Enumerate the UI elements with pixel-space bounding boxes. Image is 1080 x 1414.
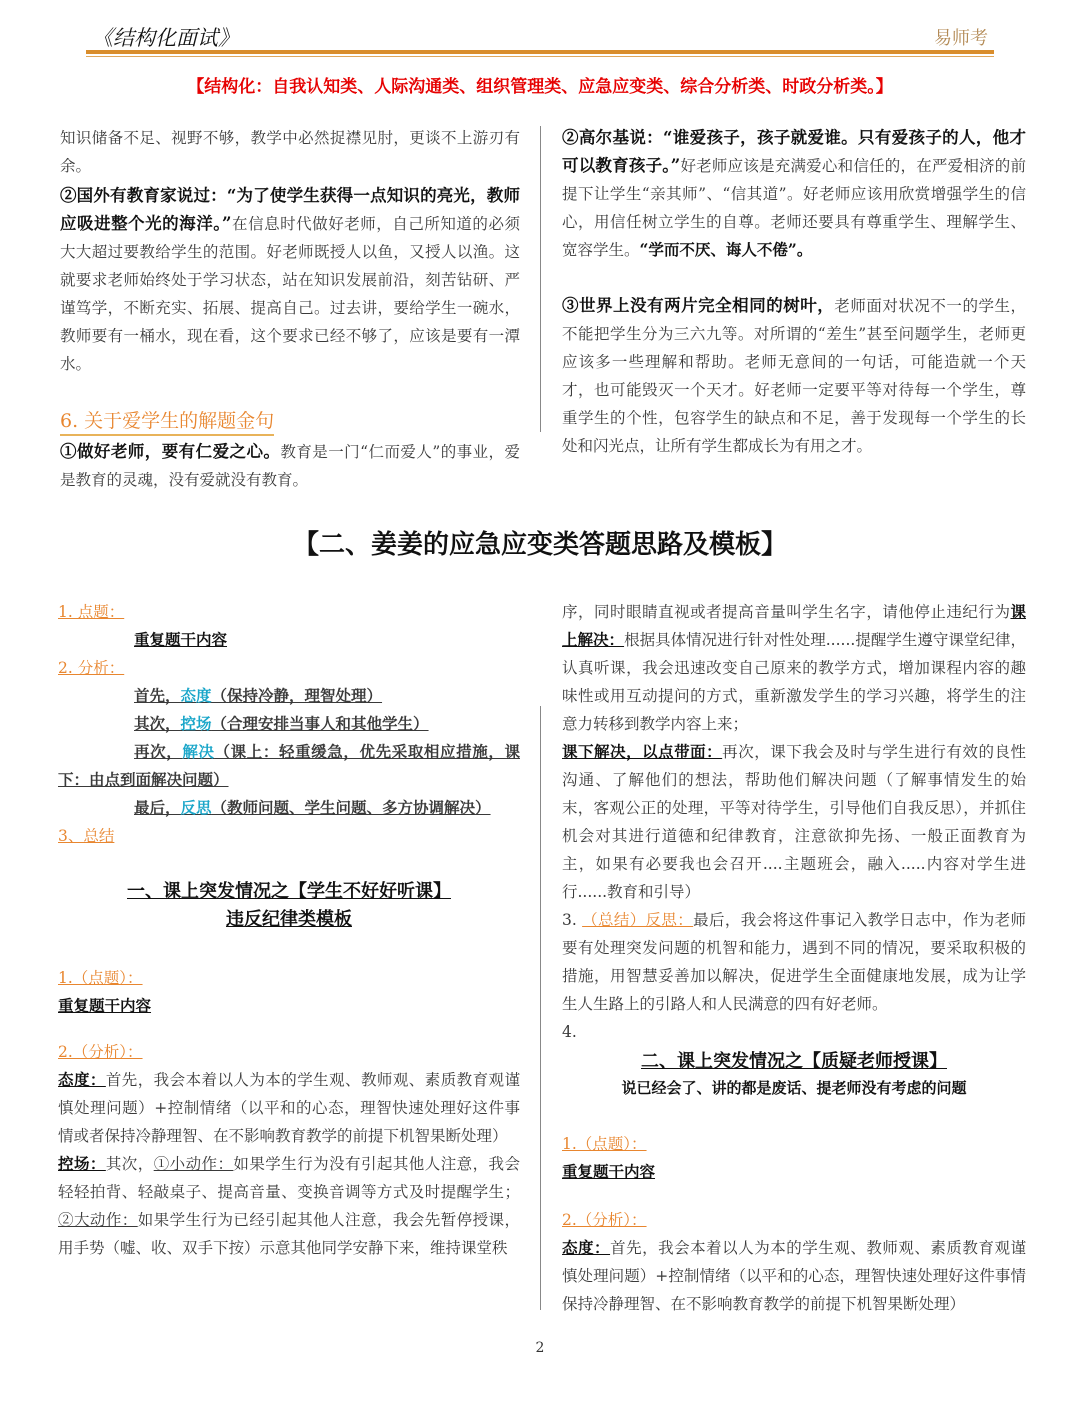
top-right-column (562, 124, 1026, 460)
quote-bold: “学而不厌、诲人不倦”。 (639, 240, 813, 259)
paragraph: 3. （总结）反思：最后，我会将这件事记入教学日志中，作为老师要有处理突发问题的机智和能力，遇到不同的情况，要采取积极的措施，用智慧妥善加以解决，促进学生全面健康地发展，成为让学生人生路上的引路人和人民满意的四有好老师。 (562, 911, 1026, 1013)
quote-bold: ③世界上没有两片完全相同的树叶， (562, 296, 835, 315)
paragraph: 控场：其次，①小动作：如果学生行为没有引起其他人注意，我会轻轻拍背、轻敲桌子、提高音量、变换音调等方式及时提醒学生；②大动作：如果学生行为已经引起其他人注意，我会先暂停授课，用手势（嘘、收、双手下按）示意其他同学安静下来，维持课堂秩 (58, 1154, 520, 1257)
step-label: 1. 点题： (58, 603, 125, 621)
paragraph (562, 124, 1026, 264)
paragraph: 态度：首先，我会本着以人为本的学生观、教师观、素质教育观谨慎处理问题）+控制情绪（以平和的心态，理智快速处理好这件事情保持冷静理智、在不影响教育教学的前提下机智果断处理） (562, 1238, 1026, 1313)
page-number: 2 (535, 1340, 545, 1356)
top-left-column (60, 124, 520, 494)
analysis-item: 再次，解决（课上：轻重缓急，优先采取相应措施，课下：由点到面解决问题） (58, 742, 520, 789)
quote-text: 教育是一门“仁而爱人”的事业，爱是教育的灵魂，没有爱就没有教育。 (60, 443, 520, 489)
column-divider (540, 706, 541, 1310)
column-divider (540, 126, 541, 432)
step-label: 1.（点题）： (562, 1135, 647, 1153)
paragraph: 态度：首先，我会本着以人为本的学生观、教师观、素质教育观谨慎处理问题）+控制情绪（以平和的心态，理智快速处理好这件事情或者保持冷静理智、在不影响教育教学的前提下机智果断处理） (58, 1070, 520, 1145)
header-divider-thin (86, 56, 994, 57)
paragraph: 序，同时眼睛直视或者提高音量叫学生名字，请他停止违纪行为课上解决：根据具体情况进行针对性处理......提醒学生遵守课堂纪律，认真听课，我会迅速改变自己原来的教学方式，增加课程内容的趣味性或用互动提问的方式，重新激发学生的学习兴趣，将学生的注意力转移到教学内容上来； (562, 602, 1026, 733)
step-text: 重复题干内容 (134, 630, 228, 649)
step-label: 2.（分析）： (58, 1043, 143, 1061)
analysis-item: 最后，反思（教师问题、学生问题、多方协调解决） (134, 798, 491, 817)
brand-name: 易师考 (934, 28, 988, 49)
analysis-item: 首先，态度（保持冷静，理智处理） (134, 686, 383, 705)
step-label: 2. 分析： (58, 659, 125, 677)
section-heading: 6. 关于爱学生的解题金句 (60, 408, 274, 436)
quote-text: 老师面对状况不一的学生，不能把学生分为三六九等。对所谓的“差生”甚至问题学生，老师更应该多一些理解和帮助。老师无意间的一句话，可能造就一个天才，也可能毁灭一个天才。好老师一定要平等对待每一个学生，尊重学生的个性，包容学生的缺点和不足，善于发现每一个学生的长处和闪光点，让所有学生都成长为有用之才。 (562, 297, 1026, 455)
document-title: 《结构化面试》 (92, 26, 239, 50)
paragraph: 课下解决，以点带面：再次，课下我会及时与学生进行有效的良性沟通、了解他们的想法，帮助他们解决问题（了解事情发生的始末，客观公正的处理，平等对待学生，引导他们自我反思），并抓住机会对其进行道德和纪律教育，注意欲抑先扬、一般正面教育为主，如果有必要我也会召开....主题班会，融入.....内容对学生进行......教育和引导） (562, 742, 1026, 901)
paragraph (60, 182, 520, 378)
main-section-title: 【二、姜姜的应急应变类答题思路及模板】 (292, 530, 787, 560)
step-number: 4. (562, 1023, 577, 1041)
category-subtitle: 【结构化：自我认知类、人际沟通类、组织管理类、应急应变类、综合分析类、时政分析类。】 (187, 77, 893, 97)
quote-bold: ②国外有教育家说过：“为了使学生获得一点知识的亮光，教师应吸进整个光的海洋。” (60, 186, 520, 233)
quote-bold: ②高尔基说：“谁爱孩子，孩子就爱谁。只有爱孩子的人，他才可以教育孩子。” (562, 128, 1026, 175)
analysis-item: 其次，控场（合理安排当事人和其他学生） (134, 714, 429, 733)
template-title: 一、课上突发情况之【学生不好好听课】 (127, 881, 451, 902)
paragraph: 知识储备不足、视野不够，教学中必然捉襟见肘，更谈不上游刃有余。 (60, 129, 520, 175)
quote-text: 好老师应该是充满爱心和信任的，在严爱相济的前提下让学生“亲其师”、“信其道”。好老师应该用欣赏增强学生的信心，用信任树立学生的自尊。老师还要具有尊重学生、理解学生、宽容学生。 (562, 157, 1026, 259)
template-subtitle: 说已经会了、讲的都是废话、提老师没有考虑的问题 (621, 1079, 967, 1097)
step-text: 重复题干内容 (562, 1162, 656, 1181)
bottom-right-column (562, 598, 1026, 1318)
step-text: 重复题干内容 (58, 996, 152, 1015)
template-title: 违反纪律类模板 (226, 909, 352, 930)
step-label: 2.（分析）： (562, 1211, 647, 1229)
step-label: 3、总结 (58, 827, 115, 845)
quote-text: 在信息时代做好老师，自己所知道的必须大大超过要教给学生的范围。好老师既授人以鱼，又授人以渔。这就要求老师始终处于学习状态，站在知识发展前沿，刻苦钻研、严谨笃学，不断充实、拓展、提高自己。过去讲，要给学生一碗水，教师要有一桶水，现在看，这个要求已经不够了，应该是要有一潭水。 (60, 215, 520, 373)
step-label: 1.（点题）： (58, 969, 143, 987)
paragraph (562, 292, 1026, 460)
bottom-left-column (58, 598, 520, 1262)
quote-bold: ①做好老师，要有仁爱之心。 (60, 442, 281, 461)
template-title: 二、课上突发情况之【质疑老师授课】 (641, 1051, 947, 1072)
header-divider (86, 50, 994, 54)
paragraph (60, 438, 520, 494)
